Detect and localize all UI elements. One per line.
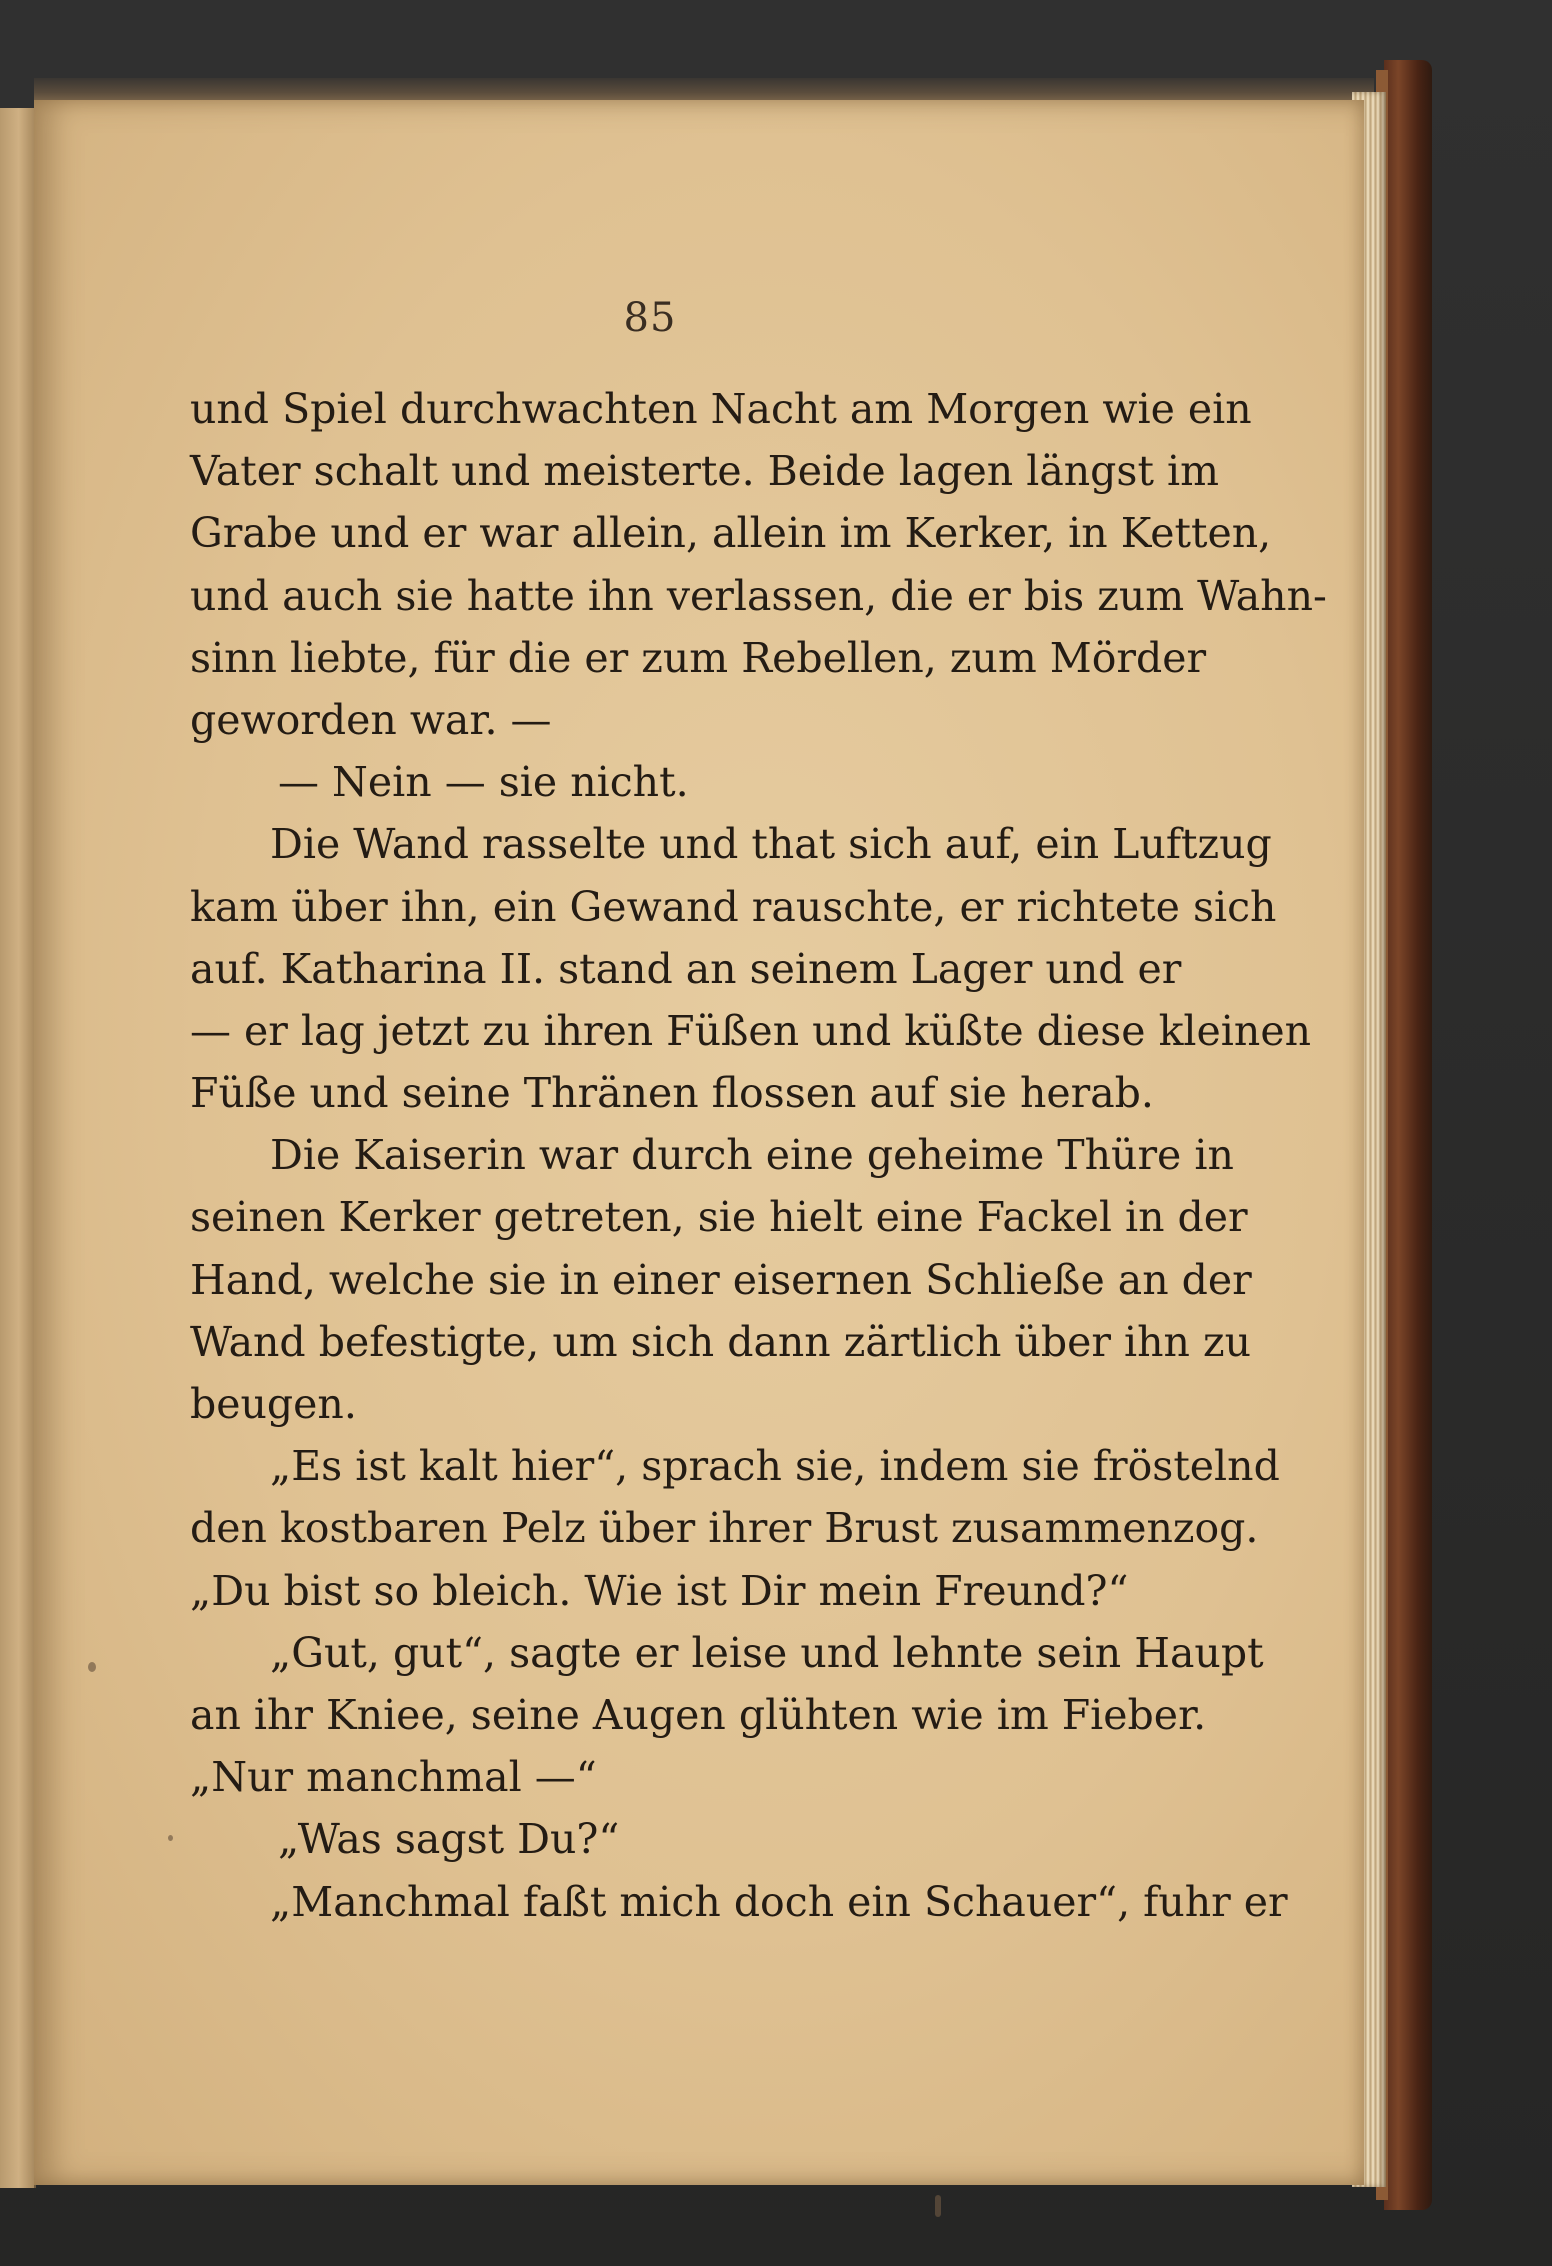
page-number: 85 [623, 295, 677, 341]
text-line: sinn liebte, für die er zum Rebellen, zum Mörder [190, 633, 1207, 682]
text-line: Die Kaiserin war durch eine geheime Thüre in [270, 1131, 1234, 1180]
text-line: Die Wand rasselte und that sich auf, ein Luftzug [270, 820, 1272, 869]
left-page-edge [0, 108, 36, 2188]
text-line: „Nur manchmal —“ [190, 1753, 597, 1802]
text-line: Hand, welche sie in einer eisernen Schließe an der [190, 1255, 1252, 1304]
text-body [190, 378, 1327, 1933]
paper-speck [168, 1835, 173, 1841]
text-line: „Gut, gut“, sagte er leise und lehnte sein Haupt [270, 1628, 1264, 1677]
text-line: beugen. [190, 1380, 357, 1428]
text-line: „Was sagst Du?“ [278, 1815, 620, 1864]
paper-speck [935, 2195, 941, 2217]
book-cover [1384, 60, 1432, 2210]
text-line: den kostbaren Pelz über ihrer Brust zusammenzog. [190, 1504, 1259, 1553]
text-line: „Es ist kalt hier“, sprach sie, indem sie fröstelnd [270, 1442, 1280, 1491]
text-line: geworden war. — [190, 695, 552, 744]
text-line: seinen Kerker getreten, sie hielt eine Fackel in der [190, 1193, 1248, 1242]
text-line: kam über ihn, ein Gewand rauschte, er richtete sich [190, 882, 1277, 931]
text-line: — Nein — sie nicht. [278, 758, 689, 807]
text-line: „Manchmal faßt mich doch ein Schauer“, fuhr er [270, 1877, 1288, 1926]
text-line: und auch sie hatte ihn verlassen, die er bis zum Wahn- [190, 571, 1327, 620]
text-line: auf. Katharina II. stand an seinem Lager und er [190, 944, 1182, 993]
text-line: — er lag jetzt zu ihren Füßen und küßte diese kleinen [190, 1006, 1311, 1055]
text-line: Grabe und er war allein, allein im Kerker, in Ketten, [190, 509, 1272, 558]
text-line: „Du bist so bleich. Wie ist Dir mein Freund?“ [190, 1566, 1129, 1615]
text-line: und Spiel durchwachten Nacht am Morgen wie ein [190, 385, 1252, 433]
paper-speck [88, 1662, 96, 1672]
text-line: Vater schalt und meisterte. Beide lagen längst im [190, 447, 1219, 496]
text-line: Füße und seine Thränen flossen auf sie herab. [190, 1069, 1154, 1118]
text-line: an ihr Kniee, seine Augen glühten wie im Fieber. [190, 1690, 1207, 1739]
page-top-edge [34, 78, 1374, 102]
text-line: Wand befestigte, um sich dann zärtlich über ihn zu [190, 1317, 1251, 1366]
